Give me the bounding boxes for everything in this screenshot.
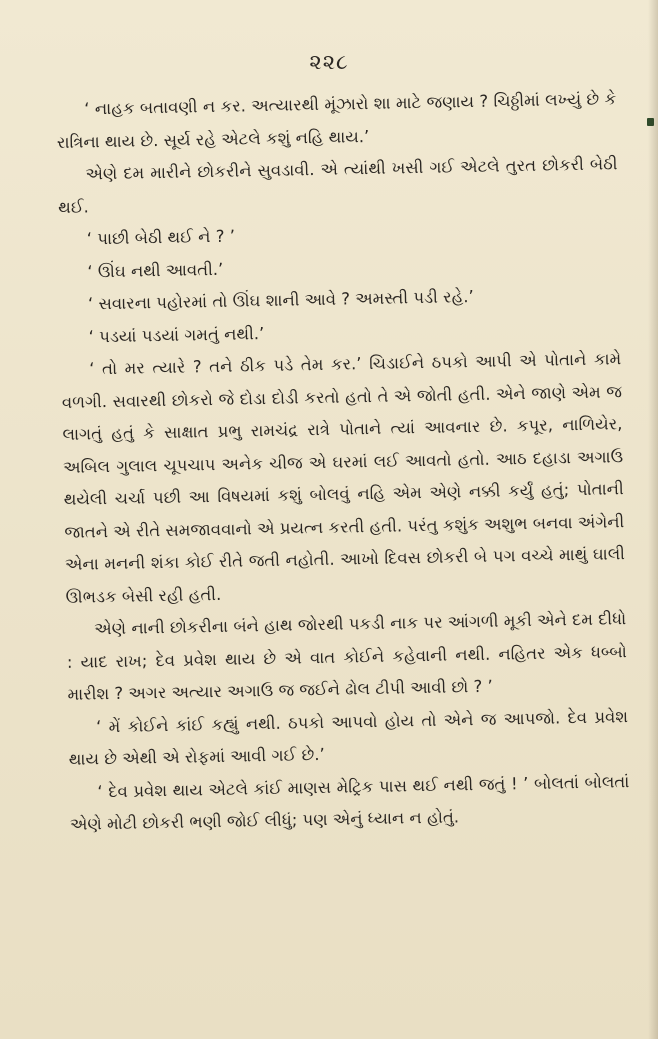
paragraph-7: ‘ તો મર ત્યારે ? તને ઠીક પડે તેમ કર.’ ચિડાઈને ઠપકો આપી એ પોતાને કામે વળગી. સવારથી છોકરો જે દોડા દોડી કરતો હતો તે એ જોતી હતી. એને જાણે એમ જ લાગતું હતું કે સાક્ષાત પ્રભુ રામચંદ્ર રાત્રે પોતાને ત્યાં આવનાર છે. કપૂર, નાળિયેર, અબિલ ગુલાલ ચૂપચાપ અનેક ચીજ એ ઘરમાં લઈ આવતો હતો. આઠ દહાડા અગાઉ થયેલી ચર્ચા પછી આ વિષયમાં કશું બોલવું નહિ એમ એણે નક્કી કર્યું હતું; પોતાની જાતને એ રીતે સમજાવવાનો એ પ્રયત્ન કરતી હતી. પરંતુ કશુંક અશુભ બનવા અંગેની એના મનની શંકા કોઈ રીતે જતી નહોતી. આખો દિવસ છોકરી બે પગ વચ્ચે માથું ઘાલી ઊભડક બેસી રહી હતી. bbox=[61, 349, 626, 607]
paragraph-3: ‘ પાછી બેઠી થઈ ને ? ’ bbox=[86, 226, 236, 249]
paragraph-10: ‘ દેવ પ્રવેશ થાય એટલે કાંઈ માણસ મેટ્રિક પાસ થઈ નથી જતું ! ’ બોલતાં બોલતાં એણે મોટી છોકરી ભણી જોઈ લીધું; પણ એનું ધ્યાન ન હોતું. bbox=[69, 771, 630, 834]
body-text bbox=[56, 83, 630, 841]
paragraph-6: ‘ પડયાં પડયાં ગમતું નથી.’ bbox=[88, 323, 265, 346]
paragraph-5: ‘ સવારના પહોરમાં તો ઊંઘ શાની આવે ? અમસ્તી પડી રહે.’ bbox=[87, 287, 475, 314]
page-number: ૨૨૮ bbox=[309, 50, 349, 74]
paragraph-2: એણે દમ મારીને છોકરીને સુવડાવી. એ ત્યાંથી ખસી ગઈ એટલે તુરત છોકરી બેઠી થઈ. bbox=[57, 154, 618, 217]
paragraph-9: ‘ મેં કોઈને કાંઈ કહ્યું નથી. ઠપકો આપવો હોય તો એને જ આપજો. દેવ પ્રવેશ થાય છે એથી એ રોફમાં આવી ગઈ છે.’ bbox=[68, 706, 629, 769]
page-edge-mark bbox=[647, 118, 654, 126]
paragraph-1: ‘ નાહક બતાવણી ન કર. અત્યારથી મૂંઝારો શા માટે જણાય ? ચિઠ્ઠીમાં લખ્યું છે કે રાત્રિના થાય છે. સૂર્ય રહે એટલે કશું નહિ થાય.’ bbox=[56, 89, 617, 152]
paragraph-4: ‘ ઊંઘ નથી આવતી.’ bbox=[87, 259, 224, 281]
paragraph-8: એણે નાની છોકરીના બંને હાથ જોરથી પકડી નાક પર આંગળી મૂકી એને દમ દીધો : યાદ રાખ; દેવ પ્રવેશ થાય છે એ વાત કોઈને કહેવાની નથી. નહિતર એક ધબ્બો મારીશ ? અગર અત્યાર અગાઉ જ જઈને ઢોલ ટીપી આવી છો ? ’ bbox=[66, 609, 627, 704]
